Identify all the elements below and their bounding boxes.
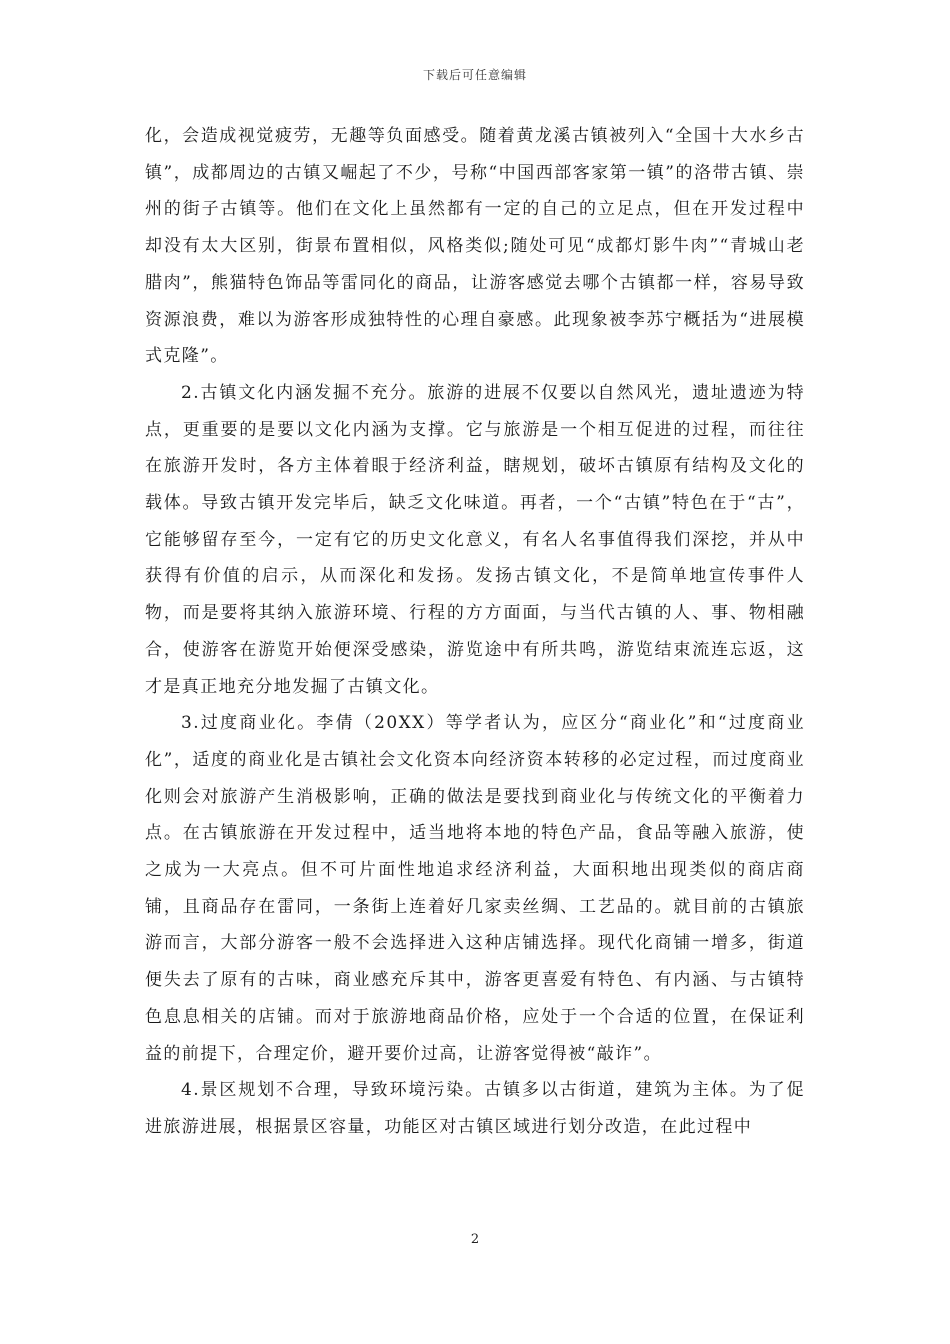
page-header: 下载后可任意编辑 <box>422 68 527 82</box>
paragraph-item-4: 4.景区规划不合理，导致环境污染。古镇多以古街道，建筑为主体。为了促进旅游进展，根据景区容量，功能区对古镇区域进行划分改造，在此过程中 <box>145 1080 805 1137</box>
paragraph-item-3: 3.过度商业化。李倩（20XX）等学者认为，应区分“商业化”和“过度商业化”，适度的商业化是古镇社会文化资本向经济资本转移的必定过程，而过度商业化则会对旅游产生消极影响，正确的做法是要找到商业化与传统文化的平衡着力点。在古镇旅游在开发过程中，适当地将本地的特色产品，食品等融入旅游，使之成为一大亮点。但不可片面性地追求经济利益，大面积地出现类似的商店商铺，且商品存在雷同，一条街上连着好几家卖丝绸、工艺品的。就目前的古镇旅游而言，大部分游客一般不会选择进入这种店铺选择。现代化商铺一增多，街道便失去了原有的古味，商业感充斥其中，游客更喜爱有特色、有内涵、与古镇特色息息相关的店铺。而对于旅游地商品价格，应处于一个合适的位置，在保证利益的前提下，合理定价，避开要价过高，让游客觉得被“敲诈”。 <box>145 713 805 1064</box>
page-number: 2 <box>470 1232 480 1247</box>
paragraph-item-2: 2.古镇文化内涵发掘不充分。旅游的进展不仅要以自然风光，遗址遗迹为特点，更重要的是要以文化内涵为支撑。它与旅游是一个相互促进的过程，而往往在旅游开发时，各方主体着眼于经济利益，瞎规划，破坏古镇原有结构及文化的载体。导致古镇开发完毕后，缺乏文化味道。再者，一个“古镇”特色在于“古”，它能够留存至今，一定有它的历史文化意义，有名人名事值得我们深挖，并从中获得有价值的启示，从而深化和发扬。发扬古镇文化，不是简单地宣传事件人物，而是要将其纳入旅游环境、行程的方方面面，与当代古镇的人、事、物相融合，使游客在游览开始便深受感染，游览途中有所共鸣，游览结束流连忘返，这才是真正地充分地发掘了古镇文化。 <box>145 382 805 697</box>
paragraph-continuation: 化，会造成视觉疲劳，无趣等负面感受。随着黄龙溪古镇被列入“全国十大水乡古镇”，成都周边的古镇又崛起了不少，号称“中国西部客家第一镇”的洛带古镇、崇州的街子古镇等。他们在文化上虽然都有一定的自己的立足点，但在开发过程中却没有太大区别，街景布置相似，风格类似;随处可见“成都灯影牛肉”“青城山老腊肉”，熊猫特色饰品等雷同化的商品，让游客感觉去哪个古镇都一样，容易导致资源浪费，难以为游客形成独特性的心理自豪感。此现象被李苏宁概括为“进展模式克隆”。 <box>145 126 805 367</box>
document-body <box>145 118 805 1146</box>
